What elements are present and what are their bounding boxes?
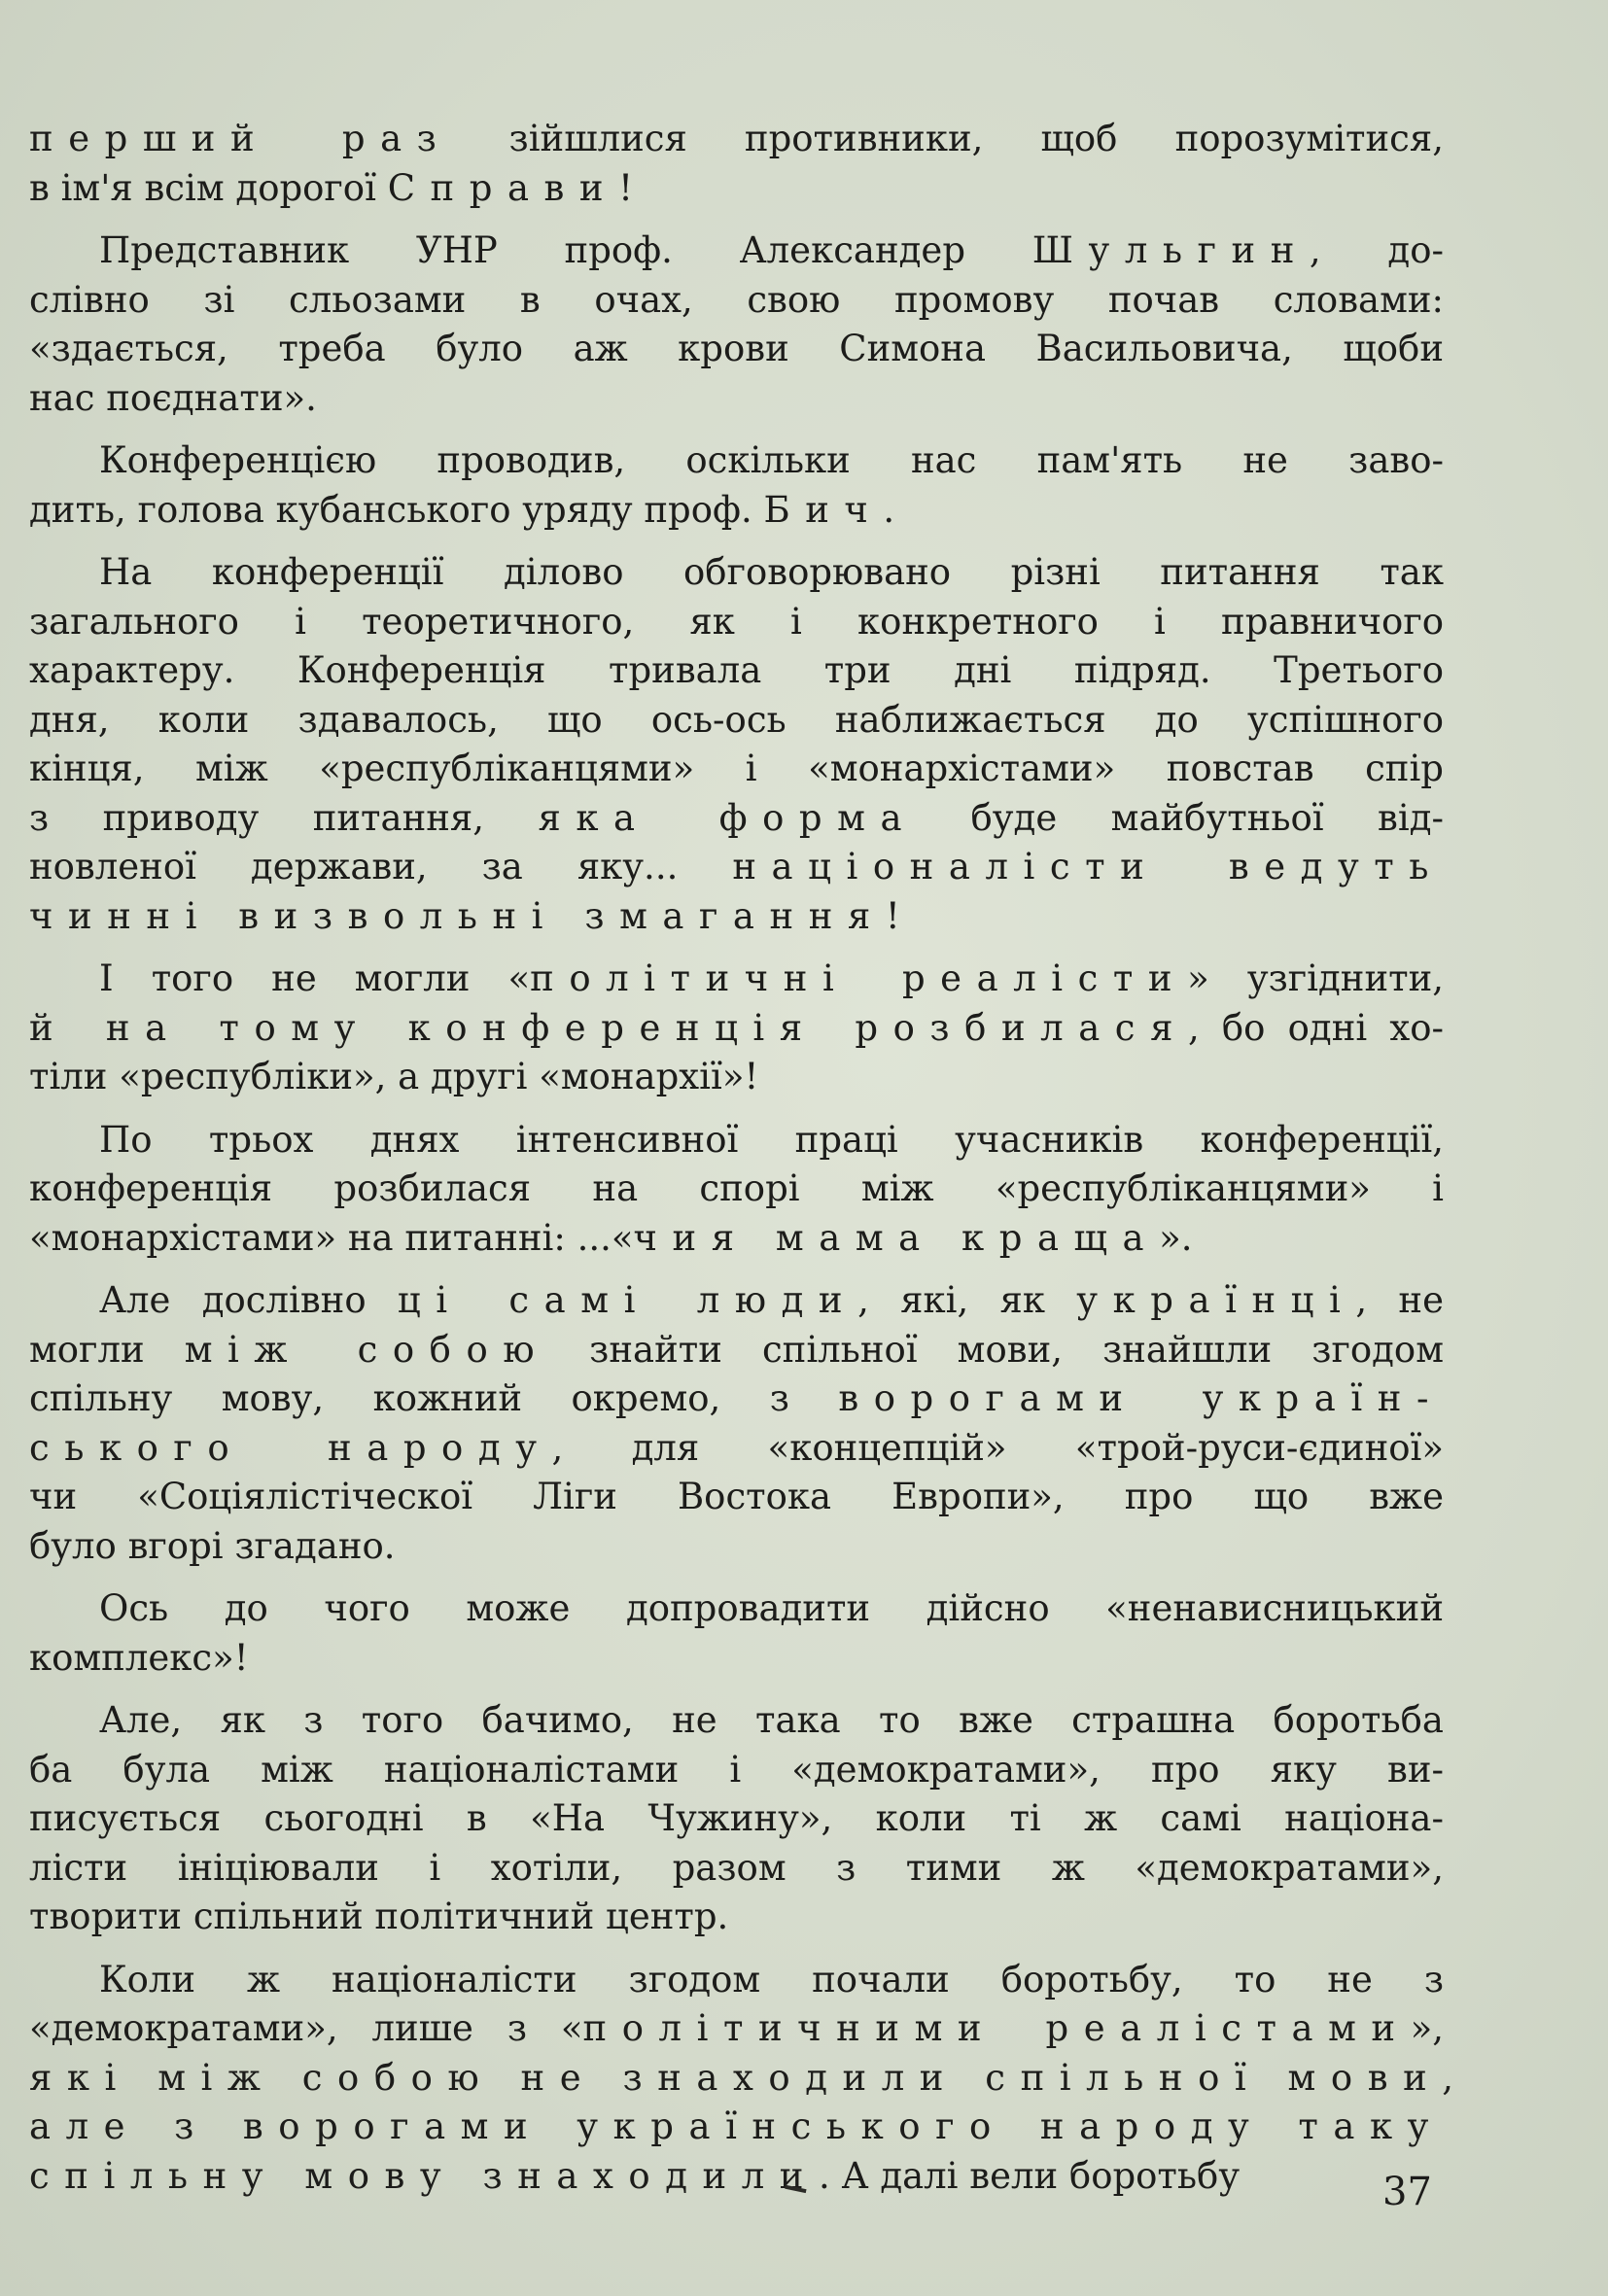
paragraph-1 xyxy=(29,115,1444,213)
text-line: спільну мову знаходили. А далі вели боротьбу xyxy=(29,2154,1241,2197)
text-line: в ім'я всім дорогої Справи! xyxy=(29,166,634,209)
text-line: Ось до чого може допровадити дійсно «ненависницький xyxy=(99,1587,1444,1629)
paragraph-10 xyxy=(29,1956,1454,2202)
text-line: чинні визвольні змагання! xyxy=(29,894,900,937)
text-line: спільну мову, кожний окремо, з ворогами україн- xyxy=(29,1377,1444,1419)
text-line: Конференцією проводив, оскільки нас пам'ять не заво- xyxy=(99,439,1444,481)
text-line: На конференції ділово обговорювано різні питання так xyxy=(99,551,1444,593)
text-line: писується сьогодні в «На Чужину», коли ті ж самі націона- xyxy=(29,1797,1444,1839)
text-line: які між собою не знаходили спільної мови, xyxy=(29,2056,1454,2099)
paragraph-3 xyxy=(29,436,1444,535)
text-line: нас поєднати». xyxy=(29,376,317,419)
text-line: загального і теоретичного, як і конкретного і правничого xyxy=(29,600,1444,643)
text-line: чи «Соціялістіческої Ліги Востока Европи», про що вже xyxy=(29,1476,1444,1517)
text-line: І того не могли «політичні реалісти» узгіднити, xyxy=(99,957,1444,999)
text-line: лісти ініціювали і хотіли, разом з тими ж «демократами», xyxy=(29,1846,1444,1889)
text-line: новленої держави, за яку... націоналісти ведуть xyxy=(29,846,1444,887)
paragraph-8 xyxy=(29,1584,1444,1683)
text-line: комплекс»! xyxy=(29,1636,249,1679)
text-line: кінця, між «республіканцями» і «монархістами» повстав спір xyxy=(29,748,1444,789)
paragraph-7 xyxy=(29,1276,1444,1571)
text-line: Але дослівно ці самі люди, які, як українці, не xyxy=(99,1279,1444,1321)
text-line: але з ворогами українського народу таку xyxy=(29,2105,1444,2147)
text-line: По трьох днях інтенсивної праці учасників конференції, xyxy=(99,1118,1444,1161)
paragraph-9 xyxy=(29,1696,1444,1942)
paragraph-5 xyxy=(29,955,1444,1102)
text-line: з приводу питання, яка форма буде майбутньої від- xyxy=(29,796,1444,839)
text-line: «демократами», лише з «політичними реалістами», xyxy=(29,2007,1444,2049)
text-line: було вгорі згадано. xyxy=(29,1524,396,1567)
paragraph-4 xyxy=(29,548,1444,941)
text-line: конференція розбилася на спорі між «республіканцями» і xyxy=(29,1167,1444,1209)
paragraph-2 xyxy=(29,226,1444,423)
text-line: «монархістами» на питанні: ...«чия мама краща». xyxy=(29,1216,1193,1259)
text-line: «здається, треба було аж крови Симона Васильовича, щоби xyxy=(29,328,1444,369)
page-text xyxy=(29,115,1454,2214)
text-line: творити спільний політичний центр. xyxy=(29,1896,729,1937)
page-number: 37 xyxy=(1382,2170,1432,2214)
text-line: могли між собою знайти спільної мови, знайшли згодом xyxy=(29,1328,1444,1371)
text-line: слівно зі сльозами в очах, свою промову почав словами: xyxy=(29,278,1444,321)
text-line: дить, голова кубанського уряду проф. Бич. xyxy=(29,488,895,531)
text-line: Коли ж націоналісти згодом почали боротьбу, то не з xyxy=(99,1958,1444,2000)
text-line: характеру. Конференція тривала три дні підряд. Третього xyxy=(29,649,1444,691)
text-line: тіли «республіки», а другі «монархії»! xyxy=(29,1056,759,1097)
paragraph-6 xyxy=(29,1116,1444,1264)
text-line: ба була між націоналістами і «демократами», про яку ви- xyxy=(29,1748,1444,1791)
text-line: ського народу, для «концепцій» «трой-руси-єдиної» xyxy=(29,1426,1444,1469)
text-line: й на тому конференція розбилася, бо одні хо- xyxy=(29,1006,1445,1049)
text-line: Але, як з того бачимо, не така то вже страшна боротьба xyxy=(99,1699,1444,1741)
text-line: дня, коли здавалось, що ось-ось наближається до успішного xyxy=(29,698,1444,741)
text-line: перший раз зійшлися противники, щоб порозумітися, xyxy=(29,118,1444,159)
text-line: Представник УНР проф. Александер Шульгин, до- xyxy=(99,229,1444,271)
